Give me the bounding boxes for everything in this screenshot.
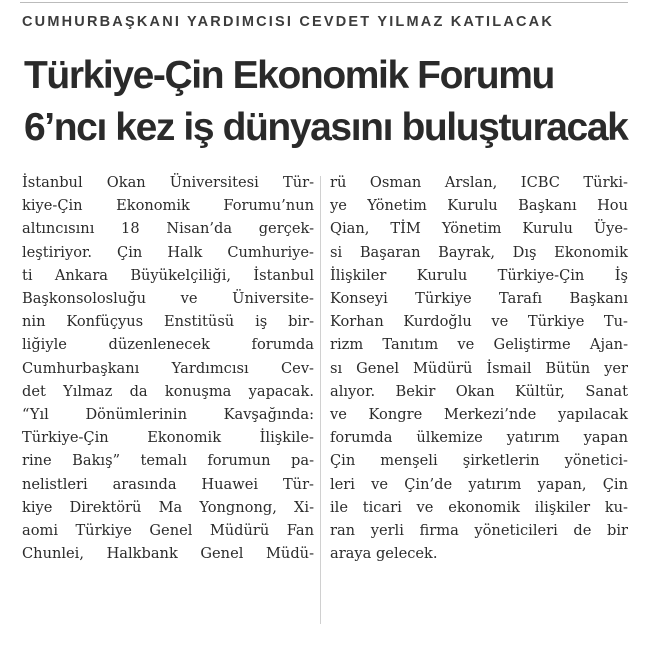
- body-line: nelistleri arasında Huawei Tür-: [22, 475, 314, 493]
- article-headline: [24, 50, 634, 154]
- top-border: [20, 2, 628, 3]
- column-divider: [320, 176, 321, 624]
- body-line: kiye-Çin Ekonomik Forumu’nun: [22, 197, 314, 215]
- body-line: aomi Türkiye Genel Müdürü Fan: [22, 522, 314, 540]
- body-line: ye Yönetim Kurulu Başkanı Hou: [330, 197, 628, 215]
- body-line: liğiyle düzenlenecek forumda: [22, 336, 314, 354]
- body-line: rine Bakış” temalı forumun pa-: [22, 452, 314, 470]
- body-line: ti Ankara Büyükelçiliği, İstanbul: [22, 266, 314, 284]
- body-line: ile ticari ve ekonomik ilişkiler ku-: [330, 498, 628, 516]
- body-line: Chunlei, Halkbank Genel Müdü-: [22, 545, 314, 563]
- body-line: Korhan Kurdoğlu ve Türkiye Tu-: [330, 313, 628, 331]
- body-line: det Yılmaz da konuşma yapacak.: [22, 382, 314, 400]
- body-line: leri ve Çin’de yatırım yapan, Çin: [330, 475, 628, 493]
- body-line: forumda ülkemize yatırım yapan: [330, 429, 628, 447]
- body-line: İstanbul Okan Üniversitesi Tür-: [22, 174, 314, 191]
- body-line: Çin menşeli şirketlerin yönetici-: [330, 452, 628, 470]
- body-line: ve Kongre Merkezi’nde yapılacak: [330, 406, 628, 424]
- body-column-right: [330, 171, 628, 565]
- headline-line: Türkiye-Çin Ekonomik Forumu: [24, 54, 554, 97]
- body-line: rizm Tanıtım ve Geliştirme Ajan-: [330, 336, 628, 354]
- body-column-left: [22, 171, 314, 565]
- body-line: Başkonsolosluğu ve Üniversite-: [22, 290, 314, 308]
- body-line: ran yerli firma yöneticileri de bir: [330, 522, 628, 540]
- body-line: İlişkiler Kurulu Türkiye-Çin İş: [330, 266, 628, 284]
- body-line: leştiriyor. Çin Halk Cumhuriye-: [22, 243, 314, 261]
- body-line: Cumhurbaşkanı Yardımcısı Cev-: [22, 359, 314, 377]
- body-line: Konseyi Türkiye Tarafı Başkanı: [330, 290, 628, 308]
- body-line: “Yıl Dönümlerinin Kavşağında:: [22, 406, 314, 424]
- headline-line: 6’ncı kez iş dünyasını buluşturacak: [24, 106, 628, 149]
- body-line: sı Genel Müdürü İsmail Bütün yer: [330, 359, 628, 377]
- body-line: Qian, TİM Yönetim Kurulu Üye-: [330, 220, 628, 238]
- body-line: araya gelecek.: [330, 545, 438, 563]
- body-line: rü Osman Arslan, ICBC Türki-: [330, 174, 628, 191]
- body-line: si Başaran Bayrak, Dış Ekonomik: [330, 243, 628, 261]
- body-line: nin Konfüçyus Enstitüsü iş bir-: [22, 313, 314, 331]
- body-line: Türkiye-Çin Ekonomik İlişkile-: [22, 429, 314, 447]
- body-line: altıncısını 18 Nisan’da gerçek-: [22, 220, 314, 238]
- body-line: alıyor. Bekir Okan Kültür, Sanat: [330, 382, 628, 400]
- body-line: kiye Direktörü Ma Yongnong, Xi-: [22, 498, 314, 516]
- article-kicker: CUMHURBAŞKANI YARDIMCISI CEVDET YILMAZ KATILACAK: [22, 14, 555, 30]
